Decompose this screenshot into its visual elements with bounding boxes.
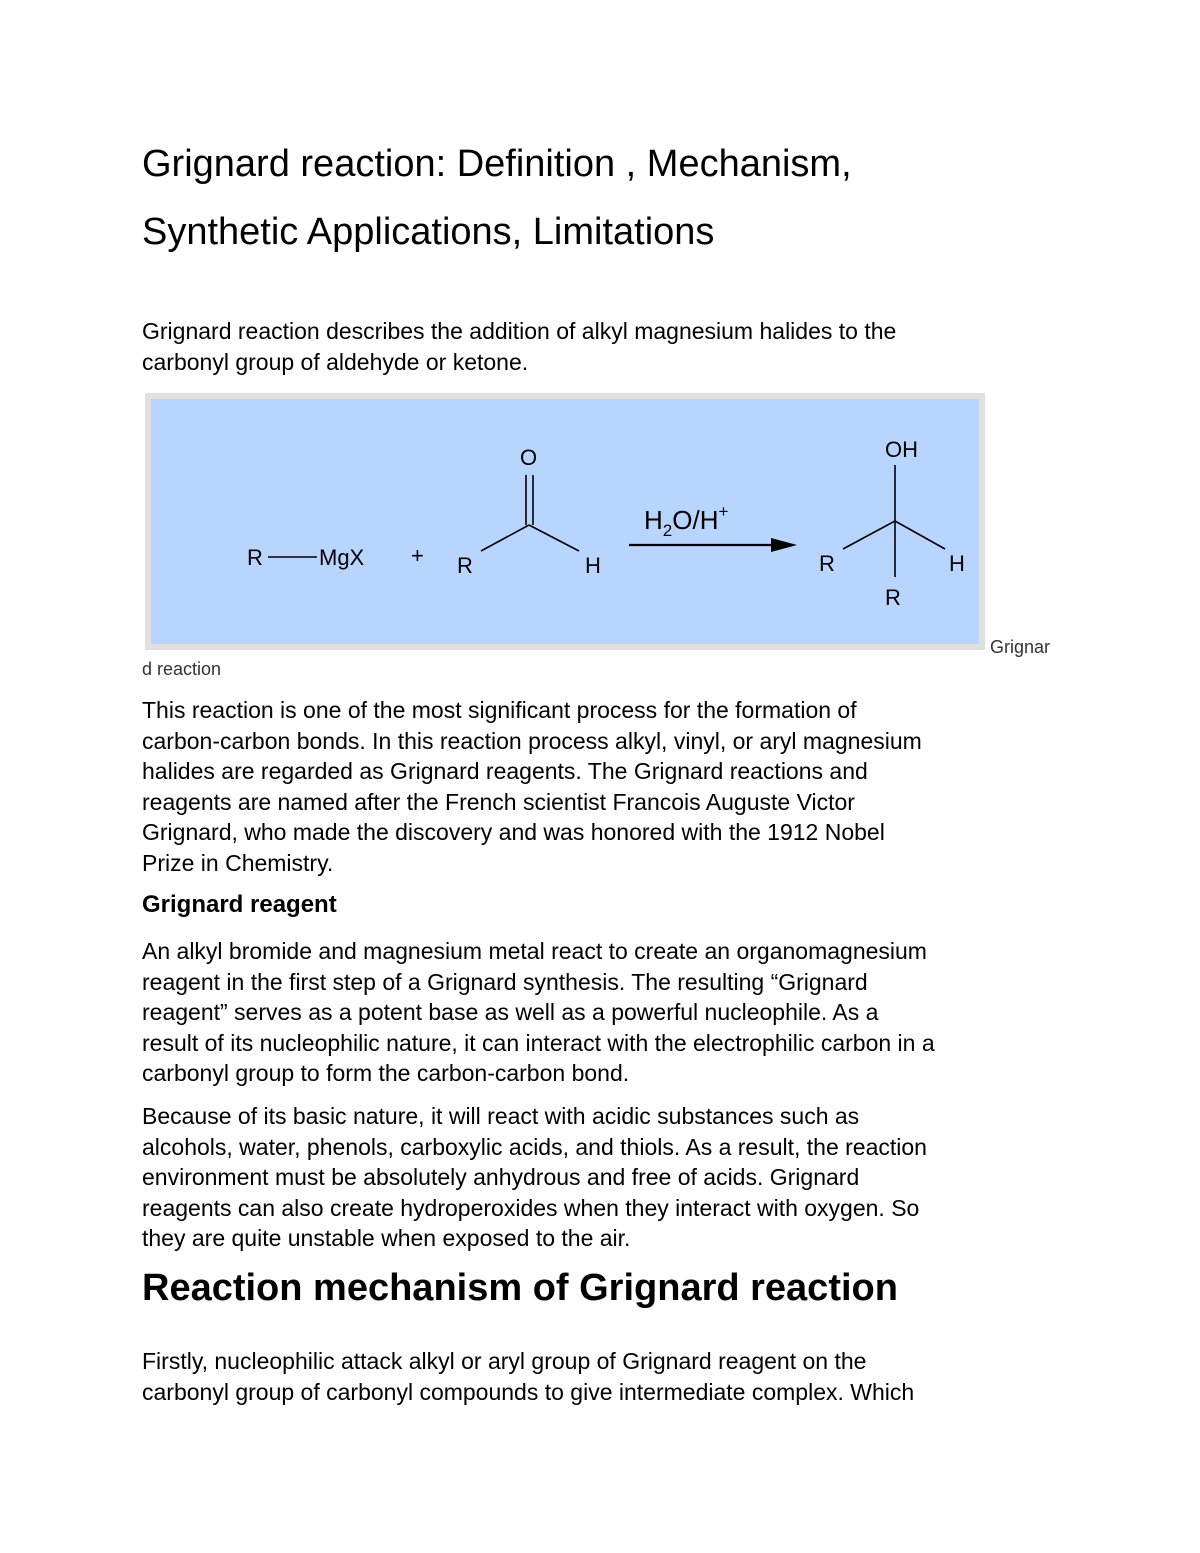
plus-sign: + <box>411 543 424 568</box>
product-c-r-bond <box>843 521 895 549</box>
carbonyl-r-bond <box>481 525 529 551</box>
reaction-arrow-head <box>771 538 797 552</box>
reactant1-mgx-label: MgX <box>319 545 365 570</box>
mechanism-heading: Reaction mechanism of Grignard reaction <box>142 1267 898 1309</box>
reagent-rest-text: O/H <box>672 505 719 535</box>
product-oh-label: OH <box>885 437 918 462</box>
carbonyl-oxygen-label: O <box>520 445 538 470</box>
page-title-line-1: Grignard reaction: Definition , Mechanism, <box>142 143 852 185</box>
mechanism-paragraph: Firstly, nucleophilic attack alkyl or aryl group of Grignard reagent on the carbonyl group of carbonyl compounds to give intermediate complex. Which <box>142 1348 915 1405</box>
product-r-bottom-label: R <box>885 585 901 610</box>
reagent-label <box>644 502 728 540</box>
intro-paragraph: Grignard reaction describes the addition of alkyl magnesium halides to the carbonyl group of aldehyde or ketone. <box>142 318 897 375</box>
reagent-subscript: 2 <box>662 521 673 540</box>
grignard-reaction-figure <box>145 393 985 650</box>
aldehyde-h-label: H <box>585 553 601 578</box>
figure-caption-part-2: d reaction <box>142 659 222 679</box>
reaction-scheme-diagram <box>151 399 979 644</box>
page-title-line-2: Synthetic Applications, Limitations <box>142 211 715 253</box>
basic-nature-paragraph: Because of its basic nature, it will react with acidic substances such as alcohols, water, phenols, carboxylic acids, and thiols. As a result, the reaction environment must be absolutely anhydrous and free of acids. Grignard reagents can also create hydroperoxides when they interact with oxygen. So they are quite unstable when exposed to the air. <box>142 1103 927 1251</box>
carbonyl-h-bond <box>529 525 579 551</box>
reagent-superscript: + <box>718 502 729 521</box>
reactant1-r-label: R <box>247 545 263 570</box>
grignard-reagent-heading: Grignard reagent <box>142 891 337 918</box>
product-c-h-bond <box>895 521 945 549</box>
significance-paragraph: This reaction is one of the most significant process for the formation of carbon-carbon bonds. In this reaction process alkyl, vinyl, or aryl magnesium halides are regarded as Grignard reagents. The Grignard reactions and reagents are named after the French scientist Francois Auguste Victor Grignard, who made the discovery and was honored with the 1912 Nobel Prize in Chemistry. <box>142 697 922 876</box>
aldehyde-r-label: R <box>457 553 473 578</box>
product-h-label: H <box>949 551 965 576</box>
reagent-h-text: H <box>644 505 663 535</box>
figure-caption-part-1: Grignar <box>990 637 1051 657</box>
grignard-reagent-paragraph: An alkyl bromide and magnesium metal react to create an organomagnesium reagent in the first step of a Grignard synthesis. The resulting “Grignard reagent” serves as a potent base as well as a powerful nucleophile. As a result of its nucleophilic nature, it can interact with the electrophilic carbon in a carbonyl group to form the carbon-carbon bond. <box>142 938 935 1086</box>
product-r-left-label: R <box>819 551 835 576</box>
